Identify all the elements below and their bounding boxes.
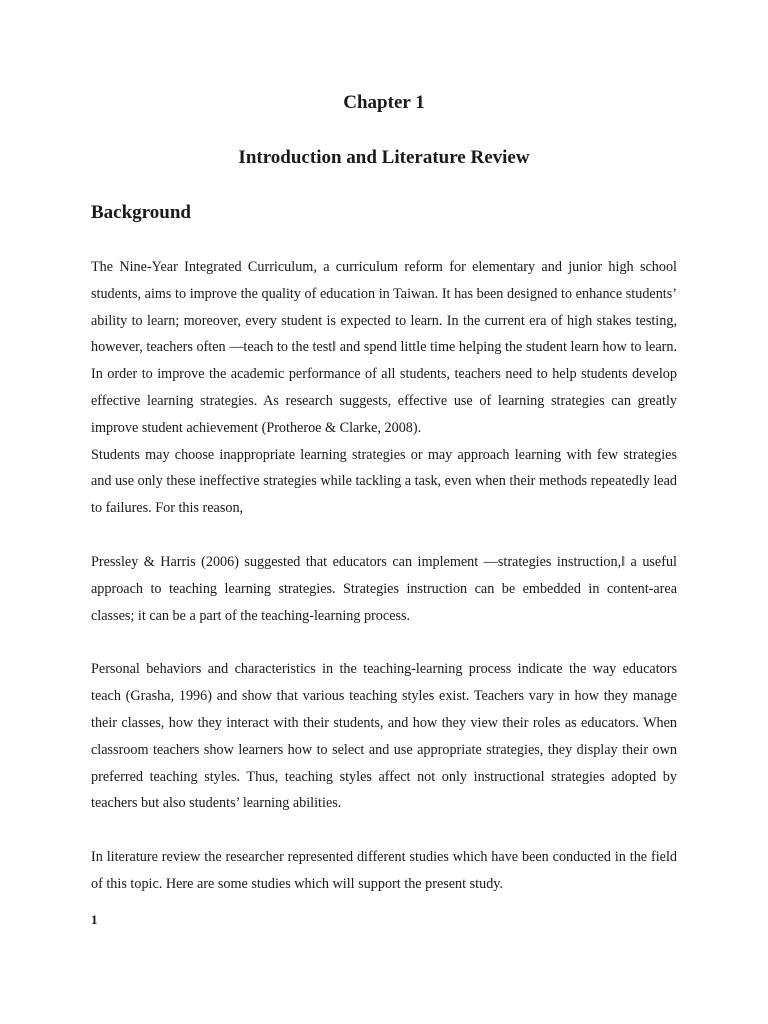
page-number: 1 [91, 912, 98, 927]
body-text [91, 254, 677, 898]
paragraph-spacer [91, 629, 677, 656]
paragraph-1: The Nine-Year Integrated Curriculum, a curriculum reform for elementary and junior high school students, aims to improve the quality of education in Taiwan. It has been designed to enhance students’ ability to learn; moreover, every student is expected to learn. In the current era of high stakes testing, however, teachers often —teach to the test‖ and spend little time helping the student learn how to learn. In order to improve the academic performance of all students, teachers need to help students develop effective learning strategies. As research suggests, effective use of learning strategies can greatly improve student achievement (Protheroe & Clarke, 2008). [91, 259, 677, 436]
paragraph-spacer [91, 522, 677, 549]
chapter-heading: Chapter 1 [343, 92, 425, 113]
paragraph-3: Pressley & Harris (2006) suggested that educators can implement —strategies instruction,‖ a useful approach to teaching learning strategies. Strategies instruction can be embedded in content-area classes; it can be a part of the teaching-learning process. [91, 553, 677, 624]
paragraph-5: In literature review the researcher represented different studies which have been conducted in the field of this topic. Here are some studies which will support the present study. [91, 849, 677, 892]
paragraph-2: Students may choose inappropriate learning strategies or may approach learning with few strategies and use only these ineffective strategies while tackling a task, even when their methods repeatedly lead to failures. For this reason, [91, 446, 677, 517]
paragraph-spacer [91, 817, 677, 844]
paragraph-4: Personal behaviors and characteristics in the teaching-learning process indicate the way educators teach (Grasha, 1996) and show that various teaching styles exist. Teachers vary in how they manage their classes, how they interact with their students, and how they view their roles as educators. When classroom teachers show learners how to select and use appropriate strategies, they display their own preferred teaching styles. Thus, teaching styles affect not only instructional strategies adopted by teachers but also students’ learning abilities. [91, 661, 677, 812]
chapter-title: Introduction and Literature Review [238, 147, 530, 168]
section-heading: Background [91, 202, 191, 223]
